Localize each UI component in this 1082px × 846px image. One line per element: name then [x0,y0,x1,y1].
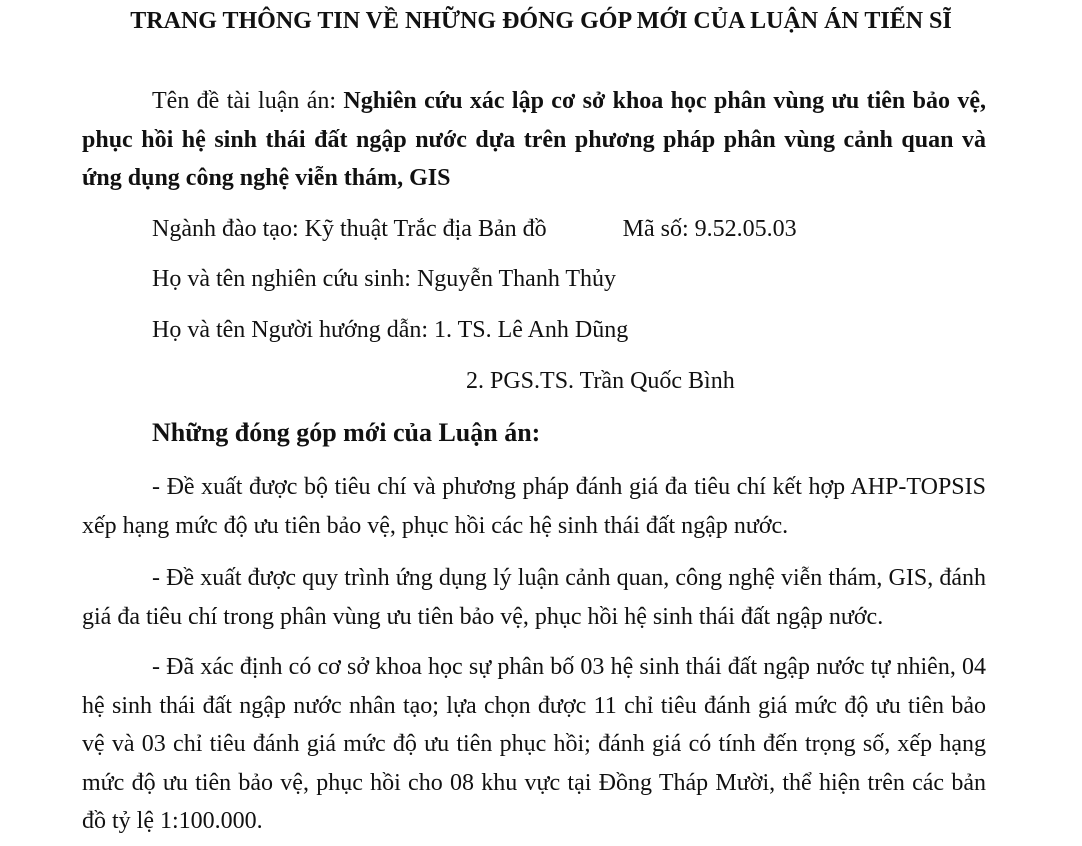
field-line [152,214,797,244]
training-field: Ngành đào tạo: Kỹ thuật Trắc địa Bản đồ [152,216,547,242]
advisor-2: 2. PGS.TS. Trần Quốc Bình [466,368,735,394]
thesis-title: Nghiên cứu xác lập cơ sở khoa học phân vùng ưu tiên bảo vệ, phục hồi hệ sinh thái đất ngập nước dựa trên phương pháp phân vùng cảnh quan và ứng dụng công nghệ viễn thám, GIS [82,88,986,191]
thesis-title-label: Tên đề tài luận án: [152,88,344,114]
student-name: Họ và tên nghiên cứu sinh: Nguyễn Thanh Thủy [152,266,617,292]
contribution-item: - Đề xuất được quy trình ứng dụng lý luận cảnh quan, công nghệ viễn thám, GIS, đánh giá đa tiêu chí trong phân vùng ưu tiên bảo vệ, phục hồi hệ sinh thái đất ngập nước. [82,565,986,630]
document-title: TRANG THÔNG TIN VỀ NHỮNG ĐÓNG GÓP MỚI CỦA LUẬN ÁN TIẾN SĨ [130,8,952,34]
field-code: Mã số: 9.52.05.03 [622,216,797,242]
thesis-title-paragraph [82,82,986,198]
advisor-label: Họ và tên Người hướng dẫn: [152,317,435,343]
advisor-line [152,315,628,345]
advisor-1: 1. TS. Lê Anh Dũng [434,317,629,343]
contributions-heading: Những đóng góp mới của Luận án: [152,418,541,447]
contribution-item: - Đề xuất được bộ tiêu chí và phương pháp đánh giá đa tiêu chí kết hợp AHP-TOPSIS xếp hạng mức độ ưu tiên bảo vệ, phục hồi các hệ sinh thái đất ngập nước. [82,474,986,539]
contribution-item: - Đã xác định có cơ sở khoa học sự phân bố 03 hệ sinh thái đất ngập nước tự nhiên, 04 hệ sinh thái đất ngập nước nhân tạo; lựa chọn được 11 chỉ tiêu đánh giá mức độ ưu tiên bảo vệ và 03 chỉ tiêu đánh giá mức độ ưu tiên phục hồi; đánh giá có tính đến trọng số, xếp hạng mức độ ưu tiên bảo vệ, phục hồi cho 08 khu vực tại Đồng Tháp Mười, thể hiện trên các bản đồ tỷ lệ 1:100.000. [82,654,986,834]
